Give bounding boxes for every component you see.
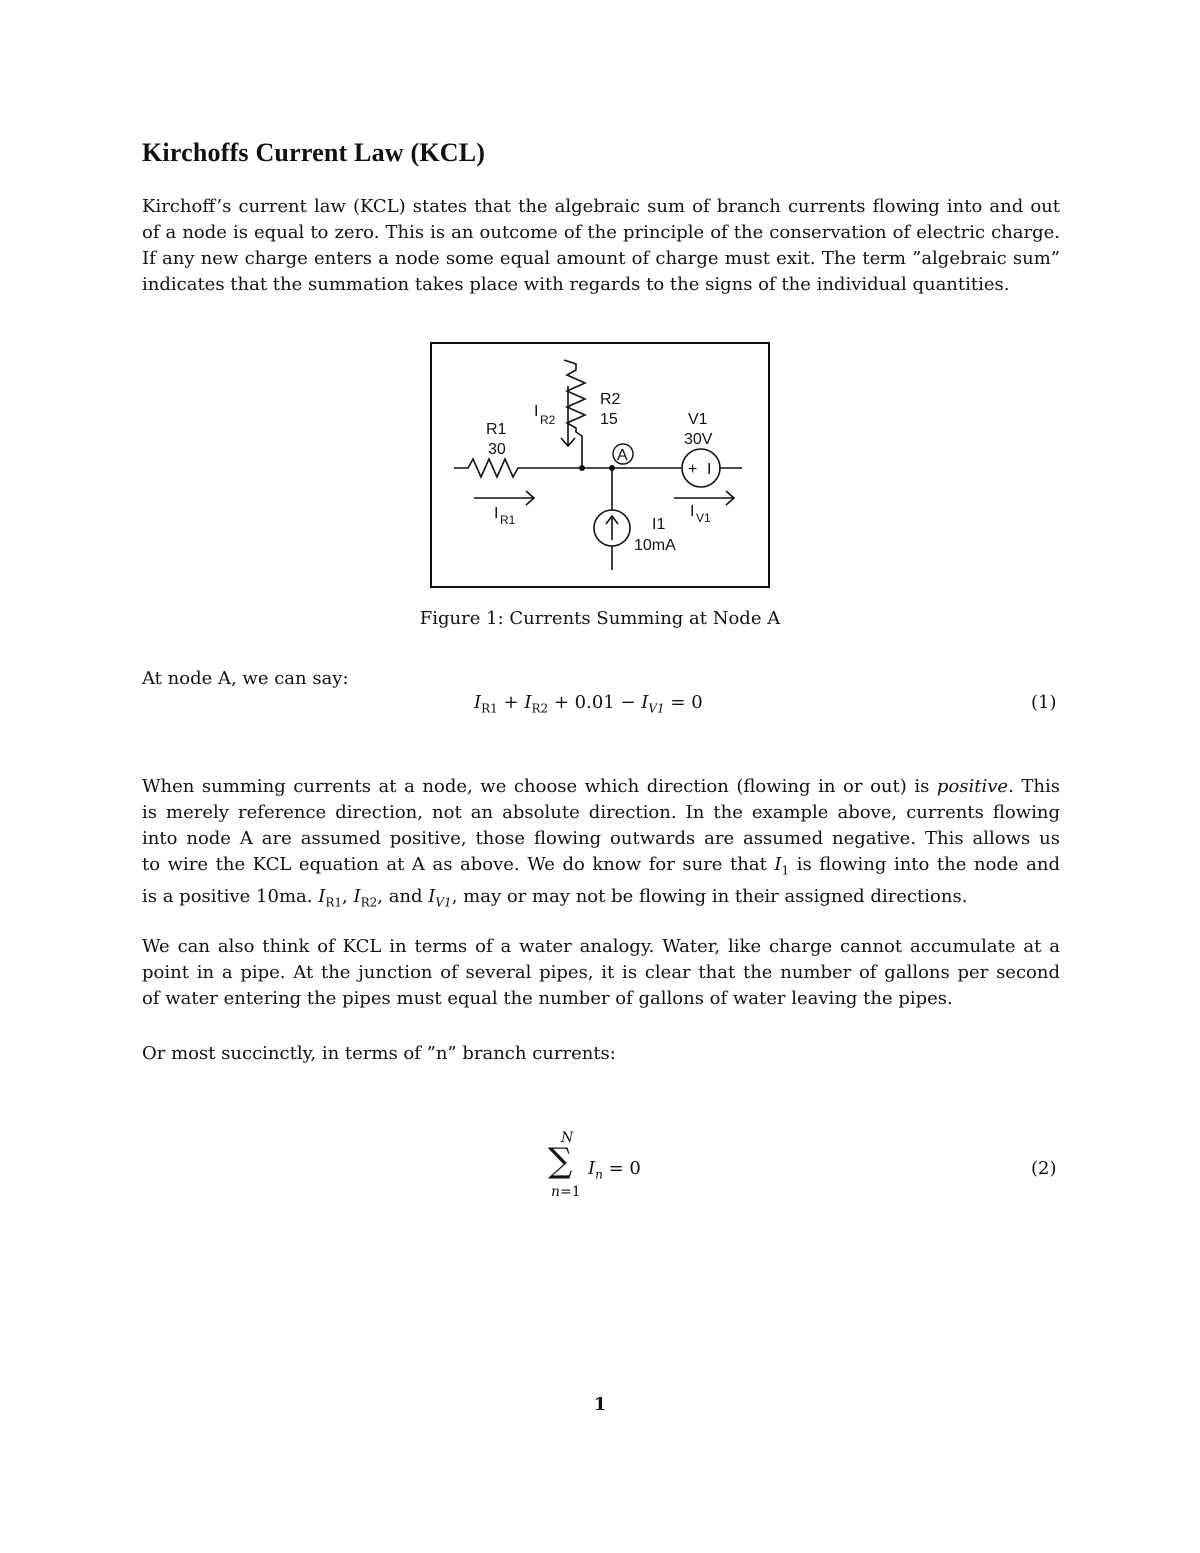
reference-line-1-text: When summing currents at a node, we choose which direction (flowing in or out) is bbox=[142, 776, 937, 797]
circuit-figure bbox=[430, 342, 770, 588]
sum-lower-var: n bbox=[551, 1184, 561, 1200]
equation-1-number: (1) bbox=[1031, 692, 1057, 713]
i1-name: I1 bbox=[652, 516, 666, 533]
v1-value: 30V bbox=[684, 431, 713, 448]
node-intro-line: At node A, we can say: bbox=[142, 668, 349, 689]
page-number: 1 bbox=[593, 1394, 607, 1415]
ir2-variable-sub: R2 bbox=[360, 895, 378, 910]
ir2-label-sub: R2 bbox=[540, 413, 556, 427]
intro-line-2: of a node is equal to zero. This is an outcome of the principle of the conservation of electric charge. bbox=[142, 222, 1060, 243]
water-line-3: of water entering the pipes must equal the number of gallons of water leaving the pipes. bbox=[142, 988, 953, 1009]
equation-1 bbox=[474, 692, 703, 716]
eq1-term2-sub: R2 bbox=[531, 701, 549, 716]
reference-line-3: into node A are assumed positive, those flowing outwards are assumed negative. This allows us bbox=[142, 828, 1060, 849]
sigma-symbol: ∑ bbox=[548, 1141, 573, 1181]
v1-plus-sign: + bbox=[688, 461, 698, 478]
node-intro-text bbox=[142, 666, 1060, 692]
positive-emphasis: positive bbox=[936, 776, 1009, 797]
water-line-1: We can also think of KCL in terms of a water analogy. Water, like charge cannot accumulate at a bbox=[142, 936, 1060, 957]
i1-value: 10mA bbox=[634, 537, 676, 554]
circuit-diagram bbox=[430, 342, 770, 588]
ir2-label: I bbox=[534, 403, 539, 420]
junction-dot-left bbox=[579, 465, 585, 471]
eq1-plus2: + 0.01 − bbox=[548, 692, 642, 713]
intro-line-3: If any new charge enters a node some equal amount of charge must exit. The term ”algebraic sum” bbox=[142, 248, 1060, 269]
eq2-term-sub: n bbox=[595, 1167, 603, 1182]
ir2-variable: I bbox=[353, 885, 361, 907]
r1-name: R1 bbox=[486, 421, 507, 438]
sum-intro-line: Or most succinctly, in terms of ”n” branch currents: bbox=[142, 1043, 616, 1064]
intro-line-1: Kirchoff’s current law (KCL) states that the algebraic sum of branch currents flowing into and out bbox=[142, 196, 1060, 217]
sum-term bbox=[588, 1158, 641, 1182]
sum-upper-limit: N bbox=[561, 1130, 574, 1146]
ir1-label: I bbox=[494, 505, 499, 522]
water-line-2: point in a pipe. At the junction of several pipes, it is clear that the number of gallons per second bbox=[142, 962, 1060, 983]
figure-frame bbox=[431, 343, 769, 587]
r1-resistor bbox=[454, 459, 582, 477]
eq1-term3: I bbox=[641, 692, 649, 713]
i1-variable-sub: 1 bbox=[781, 863, 790, 878]
r2-resistor bbox=[564, 360, 585, 468]
r2-name: R2 bbox=[600, 391, 621, 408]
sum-lower-limit bbox=[551, 1184, 581, 1200]
eq1-term3-sub: V1 bbox=[648, 701, 665, 716]
ir1-variable-sub: R1 bbox=[325, 895, 342, 910]
sum-lower-rest: =1 bbox=[560, 1184, 581, 1200]
iv1-label-sub: V1 bbox=[696, 511, 711, 525]
iv1-label: I bbox=[690, 503, 695, 520]
reference-line-1-end: . This bbox=[1008, 776, 1060, 797]
v1-minus-sign: I bbox=[707, 461, 712, 478]
node-a-label: A bbox=[617, 447, 628, 464]
iv1-variable: I bbox=[428, 885, 436, 907]
reference-line-5-text: is a positive 10ma. bbox=[142, 885, 319, 907]
equation-2-number: (2) bbox=[1031, 1158, 1057, 1179]
r1-value: 30 bbox=[488, 441, 506, 458]
ir1-variable: I bbox=[318, 885, 326, 907]
intro-line-4: indicates that the summation takes place with regards to the signs of the individual quantities. bbox=[142, 274, 1010, 295]
intro-paragraph bbox=[142, 194, 1060, 298]
iv1-variable-sub: V1 bbox=[435, 895, 452, 910]
eq1-term2: I bbox=[524, 692, 532, 713]
eq1-rhs: = 0 bbox=[664, 692, 703, 713]
i1-variable: I bbox=[774, 854, 782, 875]
reference-line-2: is merely reference direction, not an absolute direction. In the example above, currents flowing bbox=[142, 802, 1060, 823]
reference-line-4 bbox=[142, 852, 1060, 884]
eq1-plus1: + bbox=[497, 692, 525, 713]
reference-line-5-sep1: , bbox=[342, 885, 354, 907]
reference-paragraph bbox=[142, 774, 1060, 915]
reference-line-4-text: to wire the KCL equation at A as above. We do know for sure that bbox=[142, 854, 775, 875]
equation-2 bbox=[548, 1130, 658, 1210]
page-title: Kirchoffs Current Law (KCL) bbox=[142, 138, 486, 167]
eq2-term: I bbox=[588, 1158, 596, 1179]
eq1-term1-sub: R1 bbox=[481, 701, 498, 716]
water-analogy-paragraph bbox=[142, 934, 1060, 1012]
reference-line-1 bbox=[142, 774, 1060, 800]
ir1-label-sub: R1 bbox=[500, 513, 516, 527]
sum-intro-text bbox=[142, 1041, 1060, 1067]
figure-caption: Figure 1: Currents Summing at Node A bbox=[419, 608, 781, 629]
eq2-rhs: = 0 bbox=[602, 1158, 641, 1179]
reference-line-5-sep2: , and bbox=[377, 885, 429, 907]
reference-line-4-end: is flowing into the node and bbox=[789, 854, 1060, 875]
reference-line-5 bbox=[142, 884, 1060, 916]
v1-name: V1 bbox=[688, 411, 708, 428]
reference-line-5-end: , may or may not be flowing in their assigned directions. bbox=[451, 885, 968, 907]
eq1-term1: I bbox=[474, 692, 482, 713]
r2-value: 15 bbox=[600, 411, 618, 428]
